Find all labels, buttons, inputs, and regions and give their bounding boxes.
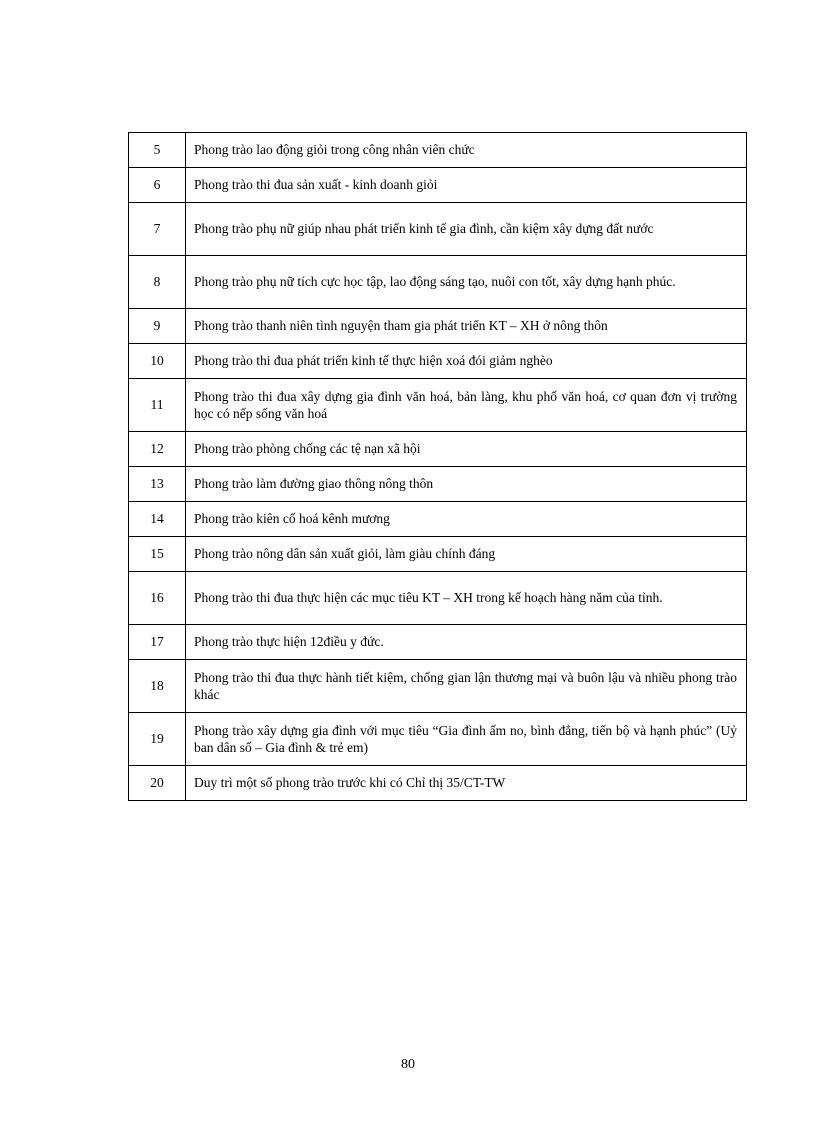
movements-table [128, 132, 747, 801]
movement-description-cell: Phong trào nông dân sản xuất giỏi, làm giàu chính đáng [186, 537, 747, 572]
row-number-cell: 11 [129, 379, 186, 432]
table-row [129, 432, 747, 467]
row-number-cell: 8 [129, 256, 186, 309]
table-row [129, 133, 747, 168]
table-row [129, 502, 747, 537]
movement-description-cell: Phong trào thi đua xây dựng gia đình văn hoá, bản làng, khu phố văn hoá, cơ quan đơn vị trường học có nếp sống văn hoá [186, 379, 747, 432]
table-row [129, 713, 747, 766]
movement-description-cell: Phong trào lao động giỏi trong công nhân viên chức [186, 133, 747, 168]
table-row [129, 344, 747, 379]
table-row [129, 168, 747, 203]
row-number-cell: 9 [129, 309, 186, 344]
movement-description-cell: Phong trào phòng chống các tệ nạn xã hội [186, 432, 747, 467]
movement-description-cell: Phong trào thi đua phát triển kinh tế thực hiện xoá đói giảm nghèo [186, 344, 747, 379]
table-row [129, 537, 747, 572]
table-row [129, 572, 747, 625]
row-number-cell: 6 [129, 168, 186, 203]
row-number-cell: 13 [129, 467, 186, 502]
movement-description-cell: Phong trào làm đường giao thông nông thôn [186, 467, 747, 502]
table-row [129, 467, 747, 502]
movements-table-body [129, 133, 747, 801]
movement-description-cell: Phong trào xây dựng gia đình với mục tiêu “Gia đình ấm no, bình đẳng, tiến bộ và hạnh phúc” (Uỷ ban dân số – Gia đình & trẻ em) [186, 713, 747, 766]
row-number-cell: 7 [129, 203, 186, 256]
movement-description-cell: Phong trào phụ nữ tích cực học tập, lao động sáng tạo, nuôi con tốt, xây dựng hạnh phúc. [186, 256, 747, 309]
row-number-cell: 12 [129, 432, 186, 467]
row-number-cell: 20 [129, 766, 186, 801]
movement-description-cell: Phong trào thanh niên tình nguyện tham gia phát triển KT – XH ở nông thôn [186, 309, 747, 344]
movement-description-cell: Phong trào thi đua thực hiện các mục tiêu KT – XH trong kế hoạch hàng năm của tỉnh. [186, 572, 747, 625]
table-row [129, 766, 747, 801]
page-number: 80 [401, 1057, 415, 1072]
movement-description-cell: Phong trào thực hiện 12điều y đức. [186, 625, 747, 660]
row-number-cell: 15 [129, 537, 186, 572]
movement-description-cell: Phong trào thi đua sản xuất - kinh doanh giỏi [186, 168, 747, 203]
movement-description-cell: Phong trào phụ nữ giúp nhau phát triển kinh tế gia đình, cần kiệm xây dựng đất nước [186, 203, 747, 256]
movement-description-cell: Phong trào kiên cố hoá kênh mương [186, 502, 747, 537]
row-number-cell: 14 [129, 502, 186, 537]
row-number-cell: 16 [129, 572, 186, 625]
row-number-cell: 18 [129, 660, 186, 713]
row-number-cell: 17 [129, 625, 186, 660]
row-number-cell: 5 [129, 133, 186, 168]
table-row [129, 309, 747, 344]
row-number-cell: 10 [129, 344, 186, 379]
table-row [129, 256, 747, 309]
row-number-cell: 19 [129, 713, 186, 766]
table-row [129, 625, 747, 660]
table-row [129, 203, 747, 256]
movement-description-cell: Phong trào thi đua thực hành tiết kiệm, chống gian lận thương mại và buôn lậu và nhiều phong trào khác [186, 660, 747, 713]
table-row [129, 660, 747, 713]
table-row [129, 379, 747, 432]
movement-description-cell: Duy trì một số phong trào trước khi có Chỉ thị 35/CT-TW [186, 766, 747, 801]
